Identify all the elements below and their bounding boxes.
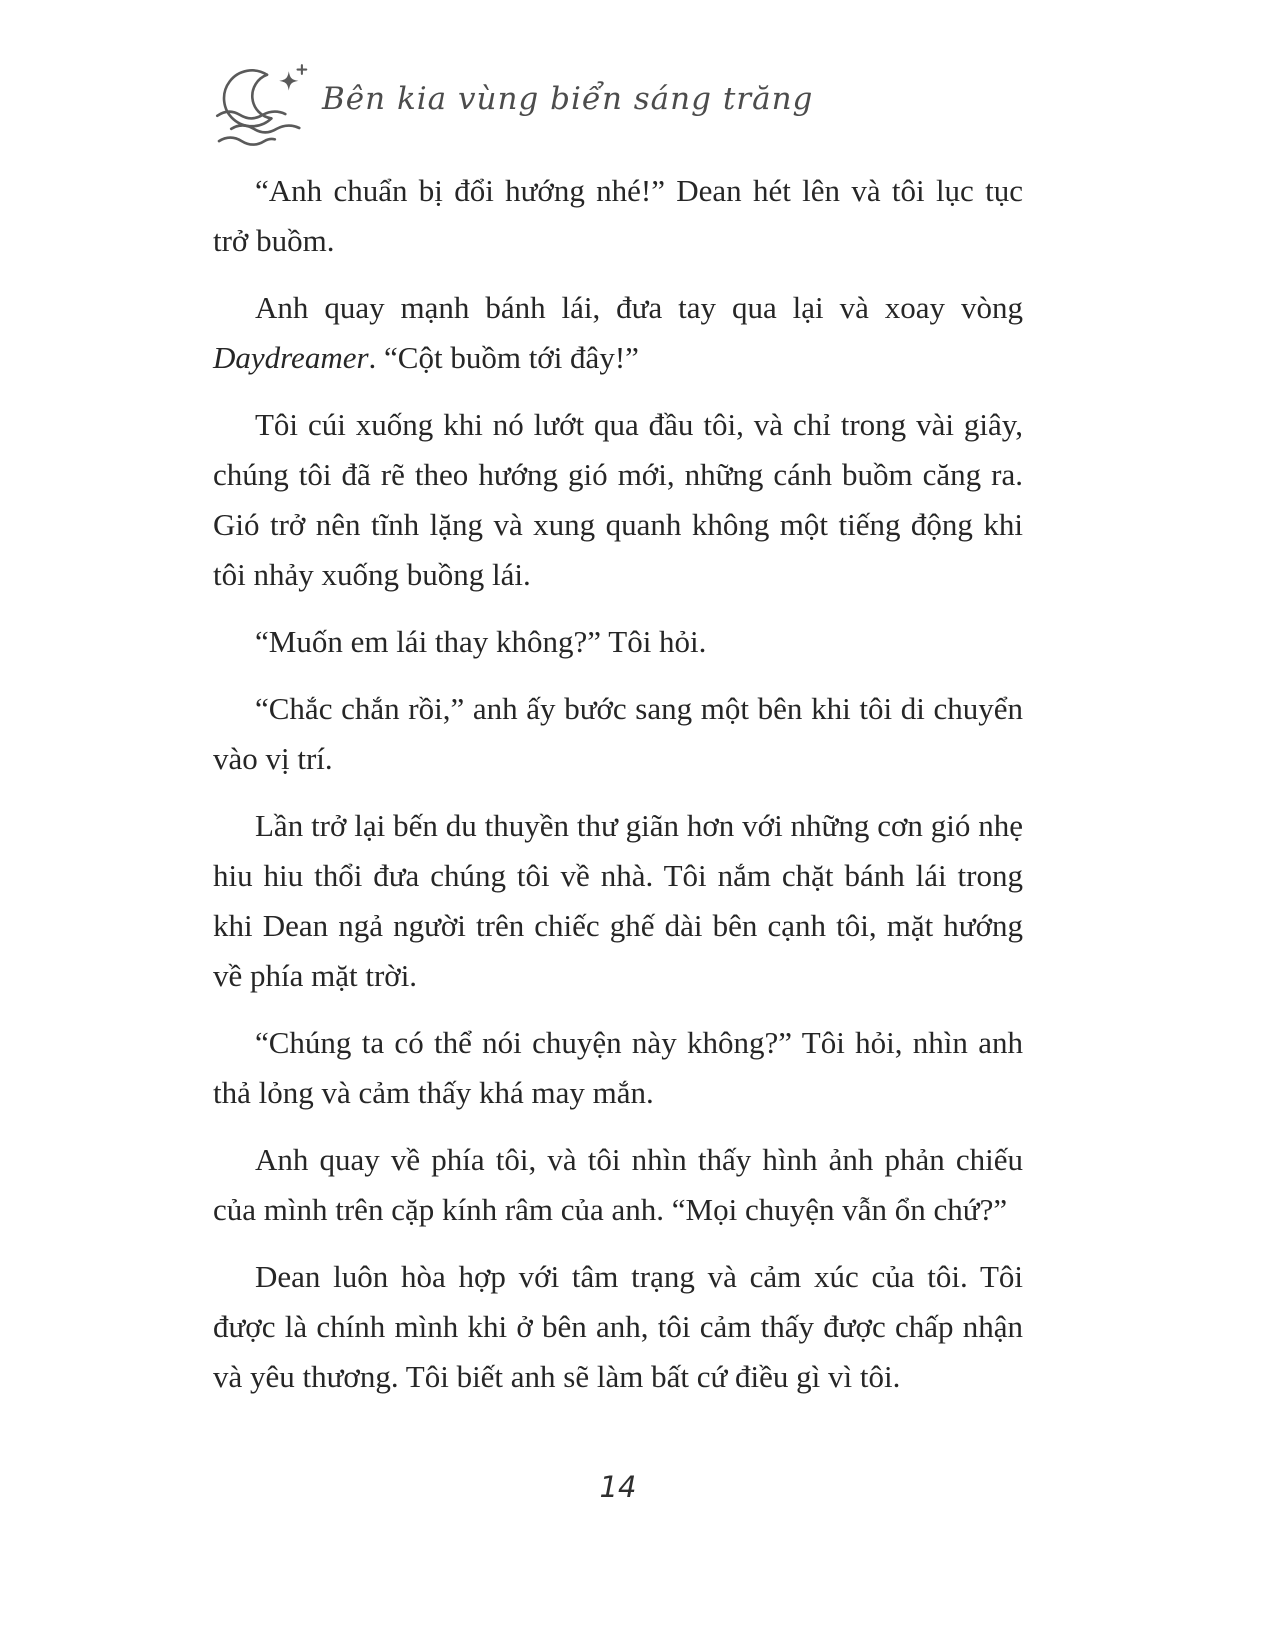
paragraph: Tôi cúi xuống khi nó lướt qua đầu tôi, và chỉ trong vài giây, chúng tôi đã rẽ theo hướng gió mới, những cánh buồm căng ra. Gió trở nên tĩnh lặng và xung quanh không một tiếng động khi tôi nhảy xuống buồng lái. (213, 407, 1023, 592)
book-title: Bên kia vùng biển sáng trăng (322, 81, 814, 117)
body-text (213, 166, 1023, 1419)
page-number: 14 (599, 1470, 637, 1504)
page-footer (213, 1470, 1023, 1504)
sparkle-icon (279, 71, 298, 90)
paragraph: “Chúng ta có thể nói chuyện này không?” Tôi hỏi, nhìn anh thả lỏng và cảm thấy khá may mắn. (213, 1025, 1023, 1110)
paragraph: Anh quay về phía tôi, và tôi nhìn thấy hình ảnh phản chiếu của mình trên cặp kính râm của anh. “Mọi chuyện vẫn ổn chứ?” (213, 1142, 1023, 1227)
paragraph: “Anh chuẩn bị đổi hướng nhé!” Dean hét lên và tôi lục tục trở buồm. (213, 173, 1023, 258)
paragraph: Lần trở lại bến du thuyền thư giãn hơn với những cơn gió nhẹ hiu hiu thổi đưa chúng tôi về nhà. Tôi nắm chặt bánh lái trong khi Dean ngả người trên chiếc ghế dài bên cạnh tôi, mặt hướng về phía mặt trời. (213, 808, 1023, 993)
page-header (212, 62, 813, 146)
moon-over-waves-logo (212, 62, 308, 146)
paragraph: “Muốn em lái thay không?” Tôi hỏi. (255, 624, 707, 659)
paragraph: Anh quay mạnh bánh lái, đưa tay qua lại và xoay vòng Daydreamer. “Cột buồm tới đây!” (213, 290, 1023, 375)
paragraph: “Chắc chắn rồi,” anh ấy bước sang một bên khi tôi di chuyển vào vị trí. (213, 691, 1023, 776)
paragraph: Dean luôn hòa hợp với tâm trạng và cảm xúc của tôi. Tôi được là chính mình khi ở bên anh, tôi cảm thấy được chấp nhận và yêu thương. Tôi biết anh sẽ làm bất cứ điều gì vì tôi. (213, 1259, 1023, 1394)
plus-star-icon (298, 65, 307, 74)
